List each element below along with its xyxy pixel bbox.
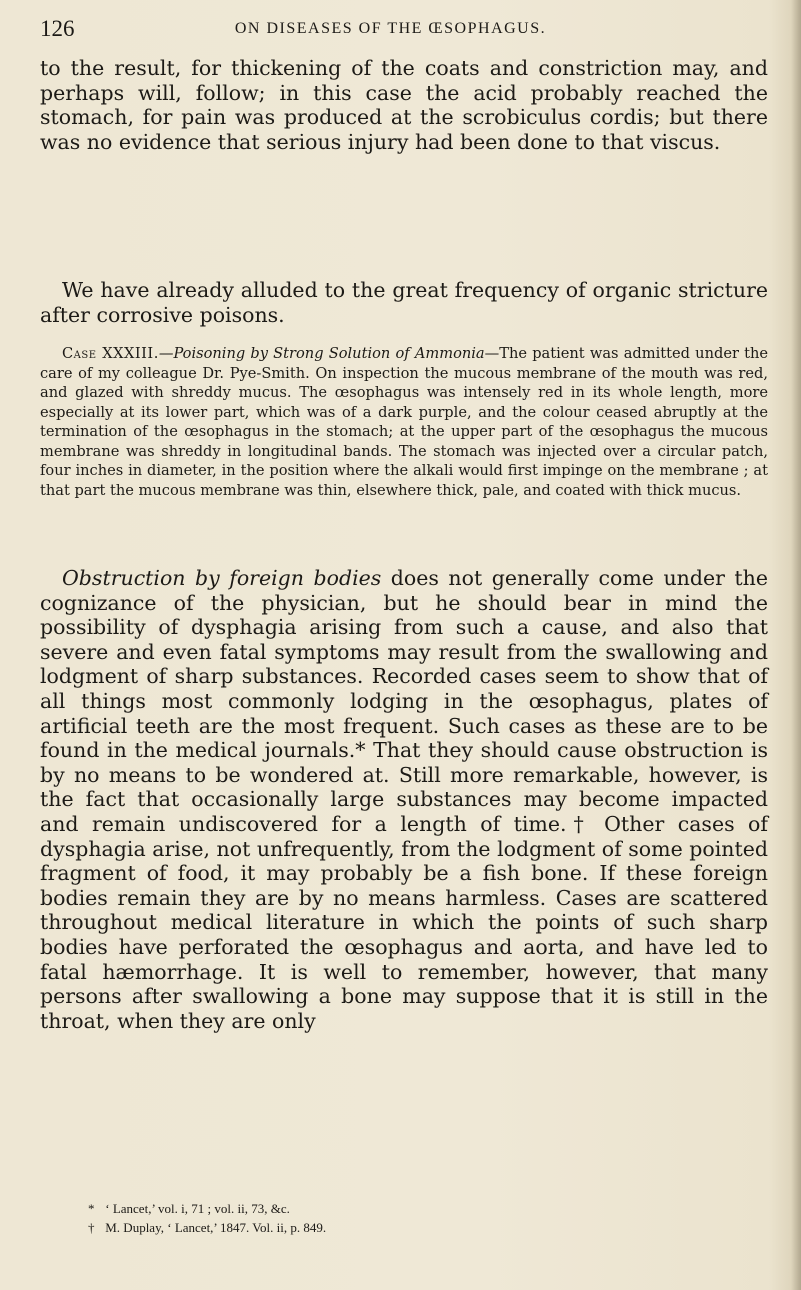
case-report — [40, 344, 768, 500]
footnote-mark: * — [88, 1201, 95, 1216]
footnote-text: M. Duplay, ‘ Lancet,’ 1847. Vol. ii, p. 849. — [105, 1220, 327, 1235]
page-header — [40, 16, 761, 46]
case-title: —Poisoning by Strong Solution of Ammonia — [158, 345, 485, 362]
footnote — [40, 1199, 768, 1218]
paragraph-organic-stricture: We have already alluded to the great frequency of organic stricture after corrosive poisons. — [40, 278, 768, 327]
footnote-text: ‘ Lancet,’ vol. i, 71 ; vol. ii, 73, &c. — [105, 1201, 290, 1216]
paragraph-continuation: to the result, for thickening of the coats and constriction may, and perhaps will, follow; in this case the acid probably reached the stomach, for pain was produced at the scrobiculus cordis; but there was no evidence that serious injury had been done to that viscus. — [40, 56, 768, 154]
section-heading-italic: Obstruction by foreign bodies — [62, 566, 382, 590]
page-number: 126 — [40, 16, 75, 41]
case-label: Case XXXIII. — [62, 345, 159, 362]
paragraph-foreign-bodies-text: does not generally come under the cognizance of the physician, but he should bear in mind the possibility of dysphagia arising from such a cause, and also that severe and even fatal symptoms may result from the swallowing and lodgment of sharp substances. Recorded cases seem to show that of all things most commonly lodging in the œsophagus, plates of artificial teeth are the most frequent. Such cases as these are to be found in the medical journals.* That they should cause obstruction is by no means to be wondered at. Still more remarkable, however, is the fact that occasionally large substances may become impacted and remain undiscovered for a length of time.† Other cases of dysphagia arise, not unfrequently, from the lodgment of some pointed fragment of food, it may probably be a fish bone. If these foreign bodies remain they are by no means harmless. Cases are scattered throughout medical literature in which the points of such sharp bodies have perforated the œsophagus and aorta, and have led to fatal hæmorrhage. It is well to remember, however, that many persons after swallowing a bone may suppose that it is still in the throat, when they are only — [40, 566, 768, 1033]
running-title: ON DISEASES OF THE ŒSOPHAGUS. — [234, 20, 547, 37]
footnote — [40, 1218, 768, 1237]
paragraph-foreign-bodies — [40, 566, 768, 1033]
footnotes — [40, 1199, 768, 1237]
footnote-mark: † — [88, 1220, 95, 1235]
page-edge-shadow — [791, 0, 801, 1290]
case-body: —The patient was admitted under the care of my colleague Dr. Pye-Smith. On inspection the mucous membrane of the mouth was red, and glazed with shreddy mucus. The œsophagus was intensely red in its whole length, more especially at its lower part, which was of a dark purple, and the colour ceased abruptly at the termination of the œsophagus in the stomach; at the upper part of the œsophagus the mucous membrane was shreddy in longitudinal bands. The stomach was injected over a circular patch, four inches in diameter, in the position where the alkali would first impinge on the membrane ; at that part the mucous membrane was thin, elsewhere thick, pale, and coated with thick mucus. — [40, 345, 769, 499]
